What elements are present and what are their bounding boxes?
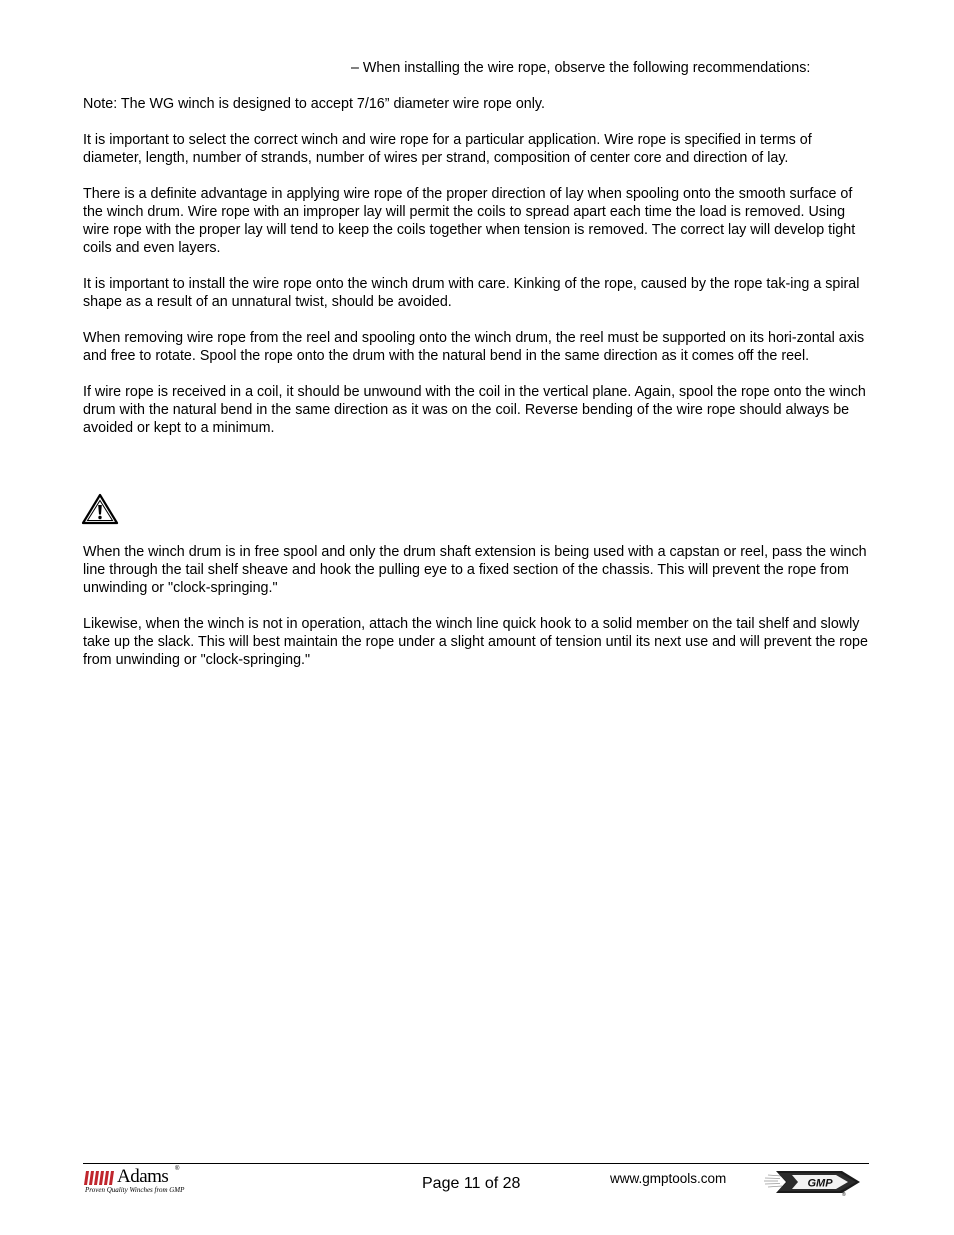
paragraph-selection: It is important to select the correct winch and wire rope for a particular application. Wire rope is specified in terms of diameter, length, number of strands, number of wires per strand, composition of center core and direction of lay. — [83, 132, 812, 166]
paragraph-lay-direction: There is a definite advantage in applying wire rope of the proper direction of lay when spooling onto the smooth surface of the winch drum. Wire rope with an improper lay will permit the coils to spread apart each time the load is removed. Using wire rope with the proper lay will tend to keep the coils together when tension is removed. The correct lay will develop tight coils and even layers. — [83, 186, 856, 256]
footer-divider — [83, 1163, 869, 1164]
warning-paragraph-free-spool: When the winch drum is in free spool and only the drum shaft extension is being used with a capstan or reel, pass the winch line through the tail shelf sheave and hook the pulling eye to a fixed section of the chassis. This will prevent the rope from unwinding or "clock-springing." — [83, 544, 867, 596]
warning-paragraph-not-in-operation: Likewise, when the winch is not in operation, attach the winch line quick hook to a solid member on the tail shelf and slowly take up the slack. This will best maintain the rope under a slight amount of tension until its next use and will prevent the rope from unwinding or "clock-springing." — [83, 616, 868, 668]
adams-stripes-icon — [84, 1171, 118, 1185]
adams-tagline: Proven Quality Winches from GMP — [85, 1186, 185, 1194]
warning-triangle-icon — [81, 493, 119, 525]
gmp-logo-text: GMP — [807, 1177, 833, 1190]
paragraph-coil: If wire rope is received in a coil, it should be unwound with the coil in the vertical plane. Again, spool the rope onto the winch drum with the natural bend in the same direction as it was on the coil. Reverse bending of the wire rope should always be avoided or kept to a minimum. — [83, 384, 866, 436]
intro-line: – When installing the wire rope, observe the following recommendations: — [351, 60, 811, 76]
adams-brand-name: Adams — [117, 1166, 169, 1187]
paragraph-reel-spooling: When removing wire rope from the reel and spooling onto the winch drum, the reel must be supported on its hori-zontal axis and free to rotate. Spool the rope onto the drum with the natural bend in the same direction as it comes off the reel. — [83, 330, 865, 364]
gmp-logo-icon — [762, 1167, 862, 1197]
warning-text — [83, 543, 873, 687]
website-link[interactable]: www.gmptools.com — [610, 1171, 727, 1186]
body-text — [83, 95, 873, 455]
adams-registered-mark: ® — [175, 1166, 180, 1172]
page-number: Page 11 of 28 — [422, 1175, 521, 1192]
paragraph-note: Note: The WG winch is designed to accept 7/16” diameter wire rope only. — [83, 96, 545, 112]
paragraph-install-care: It is important to install the wire rope onto the winch drum with care. Kinking of the rope, caused by the rope tak-ing a spiral shape as a result of an unnatural twist, should be avoided. — [83, 276, 860, 310]
gmp-registered-mark: ® — [842, 1192, 846, 1197]
adams-logo — [84, 1167, 184, 1197]
